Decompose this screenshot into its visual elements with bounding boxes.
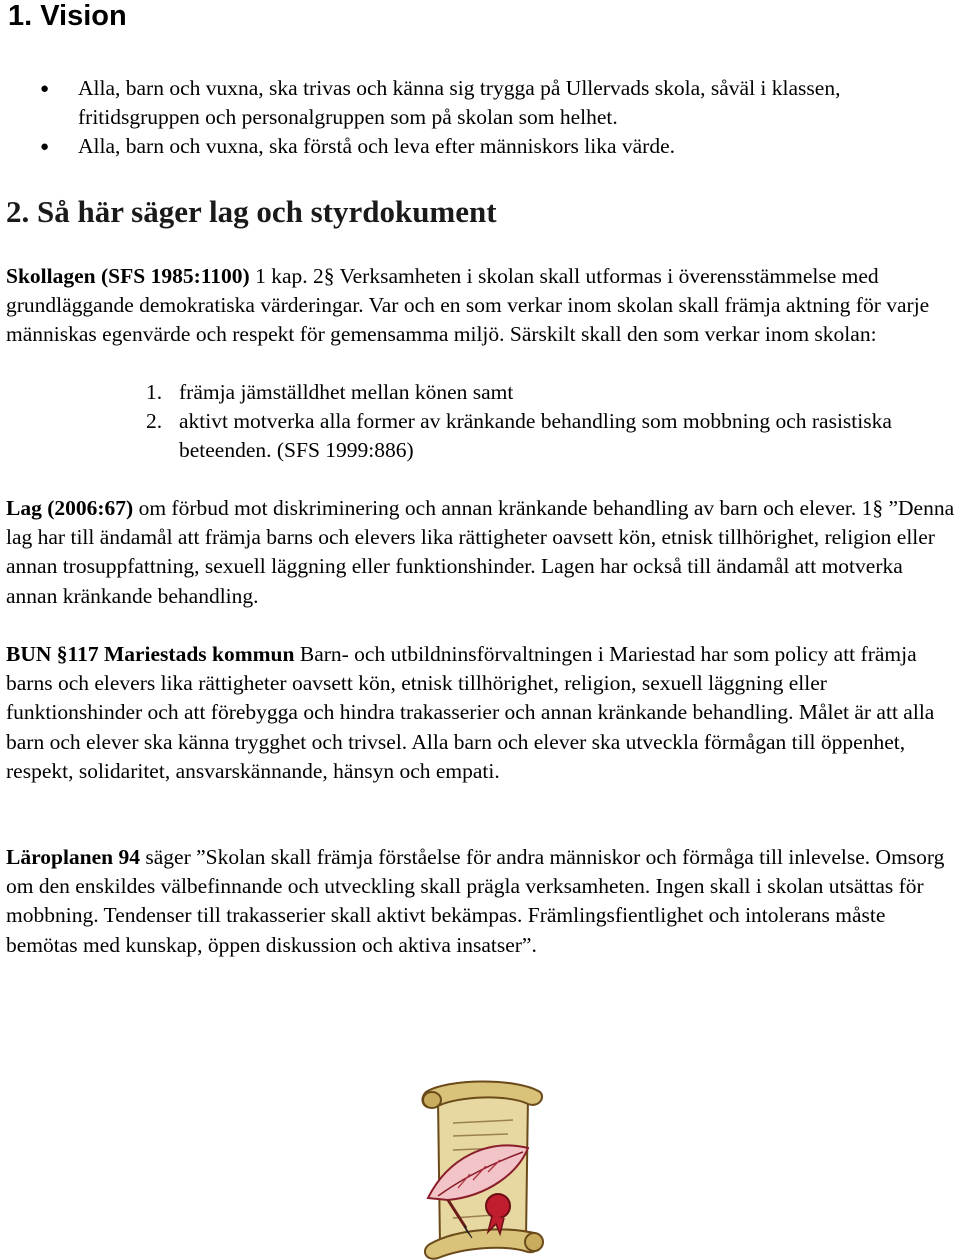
list-number: 1. bbox=[146, 380, 163, 404]
lag2006-paragraph bbox=[6, 494, 956, 611]
list-item bbox=[146, 407, 946, 465]
bun-paragraph bbox=[6, 640, 956, 786]
list-text: aktivt motverka alla former av kränkande behandling som mobbning och rasistiska beteenden. (SFS 1999:886) bbox=[179, 409, 892, 463]
list-text: främja jämställdhet mellan könen samt bbox=[179, 380, 514, 404]
skollagen-paragraph bbox=[6, 262, 956, 350]
lpo-paragraph bbox=[6, 843, 956, 960]
skollagen-list bbox=[146, 378, 946, 466]
list-number: 2. bbox=[146, 409, 163, 434]
lag2006-title: Lag (2006:67) bbox=[6, 496, 134, 520]
lpo-title: Läroplanen 94 bbox=[6, 845, 141, 869]
list-item bbox=[146, 378, 946, 407]
heading-vision: 1. Vision bbox=[8, 0, 127, 32]
heading-law: 2. Så här säger lag och styrdokument bbox=[6, 194, 497, 229]
bullet-icon: ● bbox=[40, 139, 50, 155]
skollagen-title: Skollagen (SFS 1985:1100) bbox=[6, 264, 250, 288]
bun-text: Barn- och utbildninsförvaltningen i Mariestad har som policy att främja barns och elevers lika rättigheter oavsett kön, etnisk tillhörighet, religion, sexuell läggning eller funktionshinder och att förebygga och hindra trakasserier och annan kränkande behandling. Målet är att alla barn och elever ska känna trygghet och trivsel. Alla barn och elever ska utveckla förmågan till öppenhet, respekt, solidaritet, ansvarskännande, hänsyn och empati. bbox=[6, 642, 935, 783]
scroll-and-quill-icon bbox=[408, 1078, 558, 1260]
lpo-text: säger ”Skolan skall främja förståelse för andra människor och förmåga till inlevelse. Omsorg om den enskildes välbefinnande och utveckling skall prägla verksamheten. Ingen skall i skolan utsättas för mobbning. Tendenser till trakasserier skall aktivt bekämpas. Främlingsfientlighet och intolerans måste bemötas med kunskap, öppen diskussion och aktiva insatser”. bbox=[6, 845, 945, 957]
vision-bullet-2: Alla, barn och vuxna, ska förstå och leva efter människors lika värde. bbox=[78, 134, 676, 158]
bun-title: BUN §117 Mariestads kommun bbox=[6, 642, 295, 666]
bullet-icon: ● bbox=[40, 81, 50, 97]
vision-bullet-1: Alla, barn och vuxna, ska trivas och känna sig trygga på Ullervads skola, såväl i klassen, fritidsgruppen och personalgruppen som på skolan som helhet. bbox=[78, 76, 841, 129]
skollagen-text: 1 kap. 2§ Verksamheten i skolan skall utformas i överensstämmelse med grundläggande demokratiska värderingar. Var och en som verkar inom skolan skall främja aktning för varje människas egenvärde och respekt för gemensamma miljö. Särskilt skall den som verkar inom skolan: bbox=[6, 264, 930, 347]
lag2006-text: om förbud mot diskriminering och annan kränkande behandling av barn och elever. 1§ ”Denna lag har till ändamål att främja barns och elevers lika rättigheter oavsett kön, etnisk tillhörighet, religion eller annan trosuppfattning, sexuell läggning eller funktionshinder. Lagen har också till ändamål att motverka annan kränkande behandling. bbox=[6, 496, 955, 608]
